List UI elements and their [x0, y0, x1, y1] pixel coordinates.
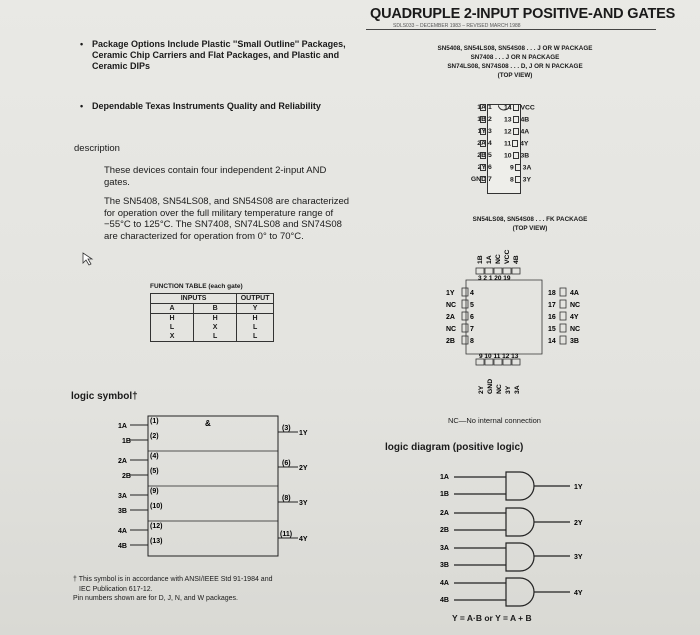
- input-label: 4B: [118, 543, 127, 550]
- pin-left: 1A: [477, 104, 486, 111]
- input-label: 2A: [118, 458, 127, 465]
- pin-number: (12): [150, 523, 163, 530]
- pin-number: (2): [150, 433, 159, 440]
- datasheet-page: QUADRUPLE 2-INPUT POSITIVE-AND GATES SDLS033 – DECEMBER 1983 – REVISED MARCH 1988 • Package Options Include Plastic ''Small Outline'' Packages, Ceramic Chip Carriers and Flat Packages, and Plastic and Ceramic DIPs • Dependable Texas Instruments Quality and Reliability description These devices contain four independent 2-input AND gates. The SN5408, SN54LS08, and SN54S08 are characterized for operation over the full military temperature range of −55°C to 125°C. The SN7408, SN74LS08 and SN74S08 are characterized for operation from 0° to 70°C. FUNCTION TABLE (each gate) INPUTS OUTPUT A B Y H H H L X L X L L logic symbol† & 1A 1B 2A 2B 3A 3B 4A 4B (1) (2) (4) (5) (9) (10) (12) (13) (3) (6) (8) (11) 1Y 2Y 3Y 4Y † This symbol is in accordance with ANSI/IEEE Std 91-1984 and IEC Publication 617-12. Pin numbers shown are for D, J, N, and W packages. SN5408, SN54LS08, SN54S08 . . . J OR W PACKAGE SN7408 . . . J OR N PACKAGE SN74LS08, SN74S08 . . . D, J OR N PACKAGE (TOP VIEW) 1A 1B 1Y 2A 2B 2Y GND 1 2 3 4 5 6 7 14 VCC 13 4B 12 4A 11 4Y 10 3B 9 3A 8 3Y SN54LS08, SN54S08 . . . FK PACKAGE (TOP VIEW) 1B 1A NC VCC 4B 3 2 1 20 19 9 10 11 12 13 1Y 4 NC 5 2A 6 NC 7 2B 8 18 4A 17 NC 16 4Y 15 NC 14 3B 2Y GND NC 3Y 3A NC—No internal connection logic diagram (positive logic) 1A 1B 2A 2B 3A 3B 4A 4B 1Y 2Y 3Y 4Y Y = A·B or Y = A + B: [0, 0, 700, 635]
- pin-label: 1B: [477, 255, 484, 264]
- bullet-icon: •: [80, 39, 84, 49]
- table-cell: H: [194, 314, 237, 324]
- pin-number: 16: [548, 314, 556, 321]
- output-label: 2Y: [574, 520, 583, 527]
- output-label: 3Y: [574, 554, 583, 561]
- output-label: 1Y: [299, 430, 308, 437]
- output-header: OUTPUT: [237, 294, 274, 304]
- fk-package-header: [425, 215, 635, 233]
- input-label: 3A: [118, 493, 127, 500]
- pin-number: 5: [470, 302, 474, 309]
- table-row: [151, 314, 274, 324]
- input-label: 3A: [440, 545, 449, 552]
- input-label: 1A: [118, 423, 127, 430]
- pin-number: (10): [150, 503, 163, 510]
- pin-label: 3Y: [505, 385, 512, 394]
- package-line: SN5408, SN54LS08, SN54S08 . . . J OR W PACKAGE: [437, 45, 593, 52]
- footnote-line: IEC Publication 617-12.: [79, 585, 153, 593]
- input-label: 1B: [122, 438, 131, 445]
- output-label: 4Y: [574, 590, 583, 597]
- table-cell: X: [194, 323, 237, 332]
- table-cell: L: [194, 332, 237, 342]
- pin-label: NC: [446, 326, 457, 333]
- col-y: Y: [237, 304, 274, 314]
- cursor-icon: [82, 252, 94, 266]
- pin-label: NC: [446, 302, 457, 309]
- pin-number: 8: [470, 338, 474, 345]
- input-label: 2B: [440, 527, 449, 534]
- pin-number: (11): [280, 531, 293, 538]
- pin-label: NC: [496, 384, 503, 394]
- pin-numbers-top: 3 2 1 20 19: [478, 275, 511, 282]
- function-table-title: FUNCTION TABLE (each gate): [150, 283, 243, 290]
- footnote-line: Pin numbers shown are for D, J, N, and W packages.: [73, 595, 238, 602]
- pin-number: (9): [150, 488, 159, 495]
- page-title: QUADRUPLE 2-INPUT POSITIVE-AND GATES: [370, 6, 676, 22]
- description-paragraph-2: The SN5408, SN54LS08, and SN54S08 are characterized for operation over the full military temperature range of −55°C to 125°C. The SN7408, SN74LS08 and SN74S08 are characterized for operation from 0° to 70°C.: [104, 196, 350, 242]
- pin-number: 7: [470, 326, 474, 333]
- pin-label: GND: [487, 378, 494, 394]
- header-rule: [366, 29, 656, 30]
- pin-number: 14: [548, 338, 556, 345]
- pin-label: 4B: [513, 255, 520, 264]
- logic-diagram-heading: logic diagram (positive logic): [385, 442, 524, 453]
- symbol-inputs: [118, 418, 162, 550]
- pin-number: (8): [282, 495, 291, 502]
- output-label: 2Y: [299, 465, 308, 472]
- table-row: [151, 332, 274, 342]
- pin-number: (1): [150, 418, 159, 425]
- pin-left: 2Y: [477, 164, 486, 171]
- pin-label: NC: [495, 254, 502, 264]
- nc-note: NC—No internal connection: [448, 416, 541, 425]
- input-label: 4A: [118, 528, 127, 535]
- input-label: 4A: [440, 580, 449, 587]
- input-label: 2A: [440, 510, 449, 517]
- pin-number: (6): [282, 460, 291, 467]
- output-label: 1Y: [574, 484, 583, 491]
- package-view: (TOP VIEW): [512, 225, 548, 232]
- function-table: [150, 293, 274, 342]
- output-label: 3Y: [299, 500, 308, 507]
- pin-left: 2A: [477, 140, 486, 147]
- table-cell: L: [237, 332, 274, 342]
- and-gate-icon: [506, 578, 534, 606]
- pin-label: 2B: [446, 338, 455, 345]
- table-cell: L: [151, 323, 194, 332]
- pin-number: 15: [548, 326, 556, 333]
- footnote-line: † This symbol is in accordance with ANSI/IEEE Std 91-1984 and: [73, 576, 273, 583]
- pin-label: 2A: [446, 314, 455, 321]
- pin-label: VCC: [504, 249, 511, 264]
- output-label: 4Y: [299, 536, 308, 543]
- pin-left: GND: [470, 176, 486, 183]
- inputs-header: INPUTS: [151, 294, 237, 304]
- input-label: 1A: [440, 474, 449, 481]
- input-label: 4B: [440, 597, 449, 604]
- pin-number: (13): [150, 538, 163, 545]
- pin-label: NC: [570, 302, 581, 309]
- table-cell: X: [151, 332, 194, 342]
- pin-label: 2Y: [478, 385, 485, 394]
- description-heading: description: [74, 143, 120, 154]
- package-line: SN7408 . . . J OR N PACKAGE: [470, 54, 560, 61]
- fk-package-diagram: [430, 240, 610, 400]
- and-gate-icon: [506, 508, 534, 536]
- bullet-icon: •: [80, 101, 84, 111]
- package-line: SN74LS08, SN74S08 . . . D, J OR N PACKAGE: [447, 63, 583, 70]
- pin-left: 1Y: [477, 128, 486, 135]
- input-label: 1B: [440, 491, 449, 498]
- pin-number: (5): [150, 468, 159, 475]
- pin-label: 4Y: [570, 314, 579, 321]
- dip-package-header: [395, 44, 635, 80]
- pin-label: 1Y: [446, 290, 455, 297]
- input-label: 3B: [440, 562, 449, 569]
- doc-revision: SDLS033 – DECEMBER 1983 – REVISED MARCH 1988: [393, 23, 521, 29]
- and-gate-icon: [506, 543, 534, 571]
- logic-equation: Y = A·B or Y = A + B: [452, 613, 532, 623]
- table-row: [151, 323, 274, 332]
- pin-label: 1A: [486, 255, 493, 264]
- pin-label: 3A: [514, 385, 521, 394]
- input-label: 3B: [118, 508, 127, 515]
- logic-symbol-footnote: [73, 575, 272, 604]
- pin-number: 4: [470, 290, 474, 297]
- pin-number: (4): [150, 453, 159, 460]
- feature-text: Dependable Texas Instruments Quality and Reliability: [92, 101, 321, 111]
- feature-package-options: [80, 39, 362, 72]
- feature-text: Package Options Include Plastic ''Small Outline'' Packages, Ceramic Chip Carriers and Flat Packages, and Plastic and Ceramic DIPs: [92, 39, 346, 71]
- pin-label: 3B: [570, 338, 579, 345]
- pin-number: 18: [548, 290, 556, 297]
- logic-diagram: [440, 466, 610, 626]
- pin-label: NC: [570, 326, 581, 333]
- and-gate-icon: [506, 472, 534, 500]
- symbol-outputs: [278, 425, 308, 543]
- table-cell: H: [151, 314, 194, 324]
- pin-numbers-bottom: 9 10 11 12 13: [479, 353, 519, 360]
- col-a: A: [151, 304, 194, 314]
- and-qualifier: &: [205, 419, 211, 428]
- pin-label: 4A: [570, 290, 579, 297]
- pin-number: (3): [282, 425, 291, 432]
- table-cell: H: [237, 314, 274, 324]
- logic-symbol-heading: logic symbol†: [71, 391, 138, 402]
- package-line: SN54LS08, SN54S08 . . . FK PACKAGE: [472, 216, 588, 223]
- input-label: 2B: [122, 473, 131, 480]
- pin-left: 1B: [477, 116, 486, 123]
- logic-symbol-diagram: [110, 414, 330, 564]
- package-view: (TOP VIEW): [497, 72, 533, 79]
- pin-number: 6: [470, 314, 474, 321]
- pin-number: 17: [548, 302, 556, 309]
- col-b: B: [194, 304, 237, 314]
- description-paragraph-1: These devices contain four independent 2-input AND gates.: [104, 165, 327, 188]
- feature-quality: [80, 101, 362, 112]
- pin-left: 2B: [477, 152, 486, 159]
- table-cell: L: [237, 323, 274, 332]
